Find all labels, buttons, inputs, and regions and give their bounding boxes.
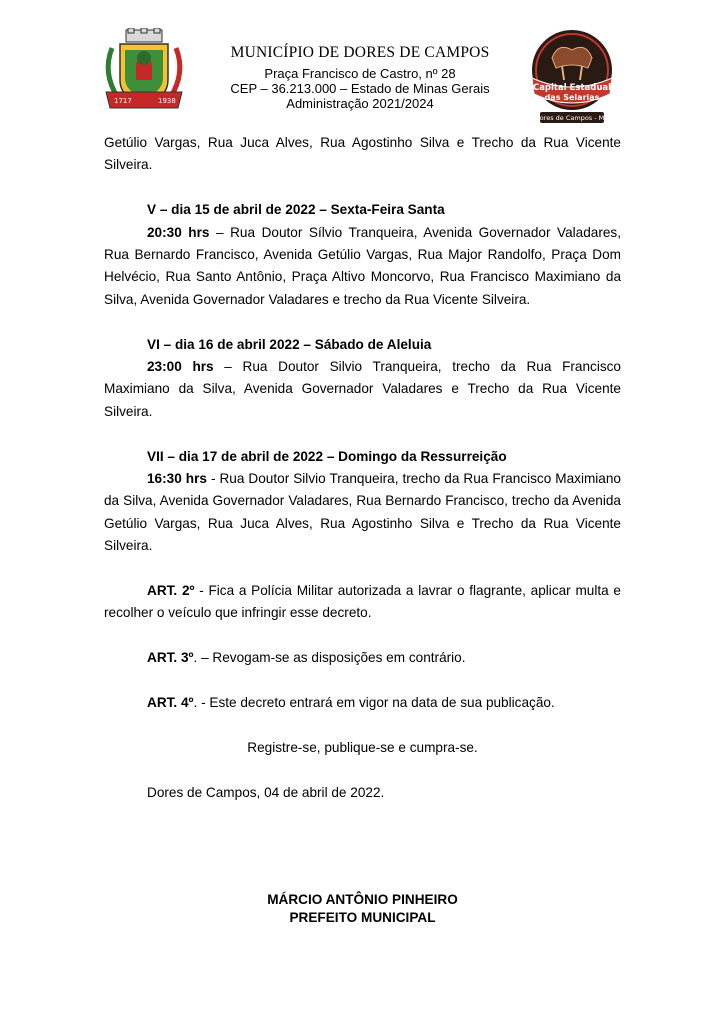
section-heading: VII – dia 17 de abril de 2022 – Domingo da Ressurreição bbox=[147, 448, 507, 464]
signature-block bbox=[104, 891, 621, 927]
header-address: Praça Francisco de Castro, nº 28 bbox=[264, 66, 456, 81]
municipality-title: MUNICÍPIO DE DORES DE CAMPOS bbox=[230, 44, 490, 61]
section-paragraph: 16:30 hrs - Rua Doutor Silvio Tranqueira, trecho da Rua Francisco Maximiano da Silva, Avenida Governador Valadares, Rua Bernardo Francisco, trecho da Avenida Getúlio Vargas, Rua Juca Alves, Rua Agostinho Silva e Trecho da Rua Vicente Silveira. bbox=[104, 471, 621, 554]
crest-year-left: 1717 bbox=[114, 97, 132, 105]
decree-body bbox=[104, 132, 621, 804]
article-4: ART. 4º. - Este decreto entrará em vigor na data de sua publicação. bbox=[147, 695, 555, 711]
seal-ribbon-line1: Capital Estadual bbox=[532, 83, 612, 93]
seal-footer: Dores de Campos - MG bbox=[534, 114, 610, 122]
header-cep: CEP – 36.213.000 – Estado de Minas Gerais bbox=[230, 81, 490, 96]
continued-paragraph: Getúlio Vargas, Rua Juca Alves, Rua Agostinho Silva e Trecho da Rua Vicente Silveira. bbox=[104, 135, 621, 173]
signatory-name: MÁRCIO ANTÔNIO PINHEIRO bbox=[267, 892, 458, 907]
place-date: Dores de Campos, 04 de abril de 2022. bbox=[147, 784, 385, 800]
municipal-crest-icon bbox=[98, 28, 190, 110]
closing-formula: Registre-se, publique-se e cumpra-se. bbox=[247, 739, 478, 755]
signatory-role: PREFEITO MUNICIPAL bbox=[289, 910, 436, 925]
section-heading: VI – dia 16 de abril 2022 – Sábado de Aleluia bbox=[147, 336, 432, 352]
section-paragraph: 23:00 hrs – Rua Doutor Silvio Tranqueira, trecho da Rua Francisco Maximiano da Silva, Avenida Governador Valadares e Trecho da Rua Vicente Silveira. bbox=[104, 359, 621, 419]
section-heading: V – dia 15 de abril de 2022 – Sexta-Feira Santa bbox=[147, 202, 445, 218]
selarias-seal-icon bbox=[514, 28, 630, 124]
article-2: ART. 2º - Fica a Polícia Militar autorizada a lavrar o flagrante, aplicar multa e recolher o veículo que infringir esse decreto. bbox=[104, 583, 621, 621]
article-3: ART. 3º. – Revogam-se as disposições em contrário. bbox=[147, 650, 466, 666]
section-paragraph: 20:30 hrs – Rua Doutor Sílvio Tranqueira, Avenida Governador Valadares, Rua Bernardo Francisco, Avenida Getúlio Vargas, Rua Major Randolfo, Praça Dom Helvécio, Rua Santo Antônio, Praça Altivo Moncorvo, Rua Francisco Maximiano da Silva, Avenida Governador Valadares e trecho da Rua Vicente Silveira. bbox=[104, 224, 621, 307]
seal-ribbon-line2: das Selarias bbox=[544, 93, 600, 102]
crest-year-right: 1938 bbox=[158, 97, 176, 105]
letterhead bbox=[200, 44, 520, 111]
header-administration: Administração 2021/2024 bbox=[286, 96, 434, 111]
